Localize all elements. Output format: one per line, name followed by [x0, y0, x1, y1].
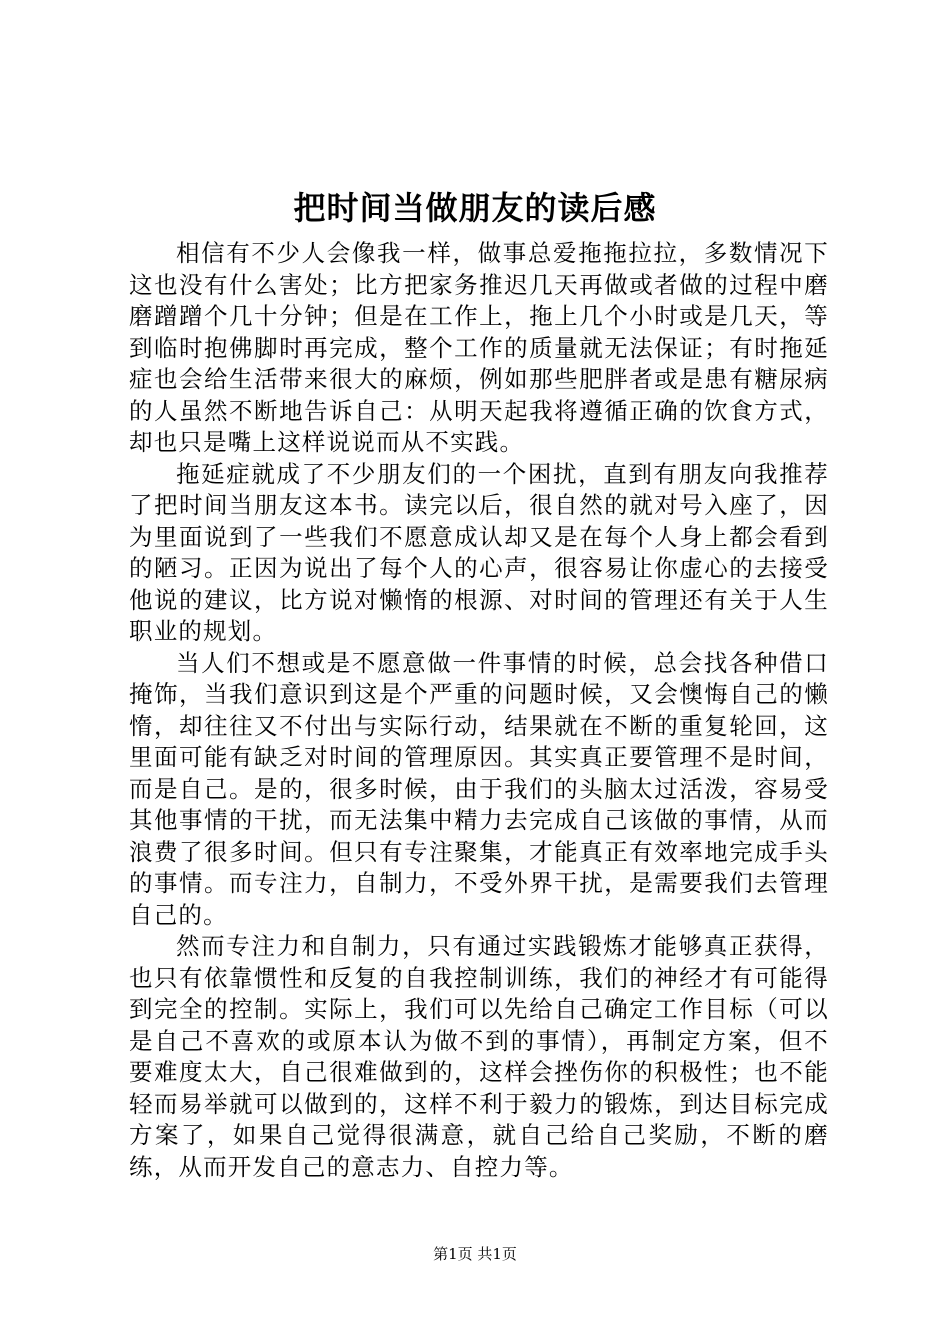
paragraph-1: 相信有不少人会像我一样，做事总爱拖拖拉拉，多数情况下这也没有什么害处；比方把家务推迟几天再做或者做的过程中磨磨蹭蹭个几十分钟；但是在工作上，拖上几个小时或是几天，等到临时抱佛脚时再完成，整个工作的质量就无法保证；有时拖延症也会给生活带来很大的麻烦，例如那些肥胖者或是患有糖尿病的人虽然不断地告诉自己：从明天起我将遵循正确的饮食方式，却也只是嘴上这样说说而从不实践。 — [129, 239, 829, 456]
document-title: 把时间当做朋友的读后感 — [293, 189, 657, 227]
page-number-footer: 第1页 共1页 — [433, 1245, 517, 1263]
paragraph-4: 然而专注力和自制力，只有通过实践锻炼才能够真正获得，也只有依靠惯性和反复的自我控制训练，我们的神经才有可能得到完全的控制。实际上，我们可以先给自己确定工作目标（可以是自己不喜欢的或原本认为做不到的事情），再制定方案，但不要难度太大，自己很难做到的，这样会挫伤你的积极性；也不能轻而易举就可以做到的，这样不利于毅力的锻炼，到达目标完成方案了，如果自己觉得很满意，就自己给自己奖励，不断的磨练，从而开发自己的意志力、自控力等。 — [129, 932, 829, 1181]
document-body — [129, 238, 829, 1183]
paragraph-2: 拖延症就成了不少朋友们的一个困扰，直到有朋友向我推荐了把时间当朋友这本书。读完以后，很自然的就对号入座了，因为里面说到了一些我们不愿意成认却又是在每个人身上都会看到的陋习。正因为说出了每个人的心声，很容易让你虚心的去接受他说的建议，比方说对懒惰的根源、对时间的管理还有关于人生职业的规划。 — [129, 459, 829, 645]
paragraph-3: 当人们不想或是不愿意做一件事情的时候，总会找各种借口掩饰，当我们意识到这是个严重的问题时候，又会懊悔自己的懒惰，却往往又不付出与实际行动，结果就在不断的重复轮回，这里面可能有缺乏对时间的管理原因。其实真正要管理不是时间，而是自己。是的，很多时候，由于我们的头脑太过活泼，容易受其他事情的干扰，而无法集中精力去完成自己该做的事情，从而浪费了很多时间。但只有专注聚集，才能真正有效率地完成手头的事情。而专注力，自制力，不受外界干扰，是需要我们去管理自己的。 — [129, 648, 829, 929]
